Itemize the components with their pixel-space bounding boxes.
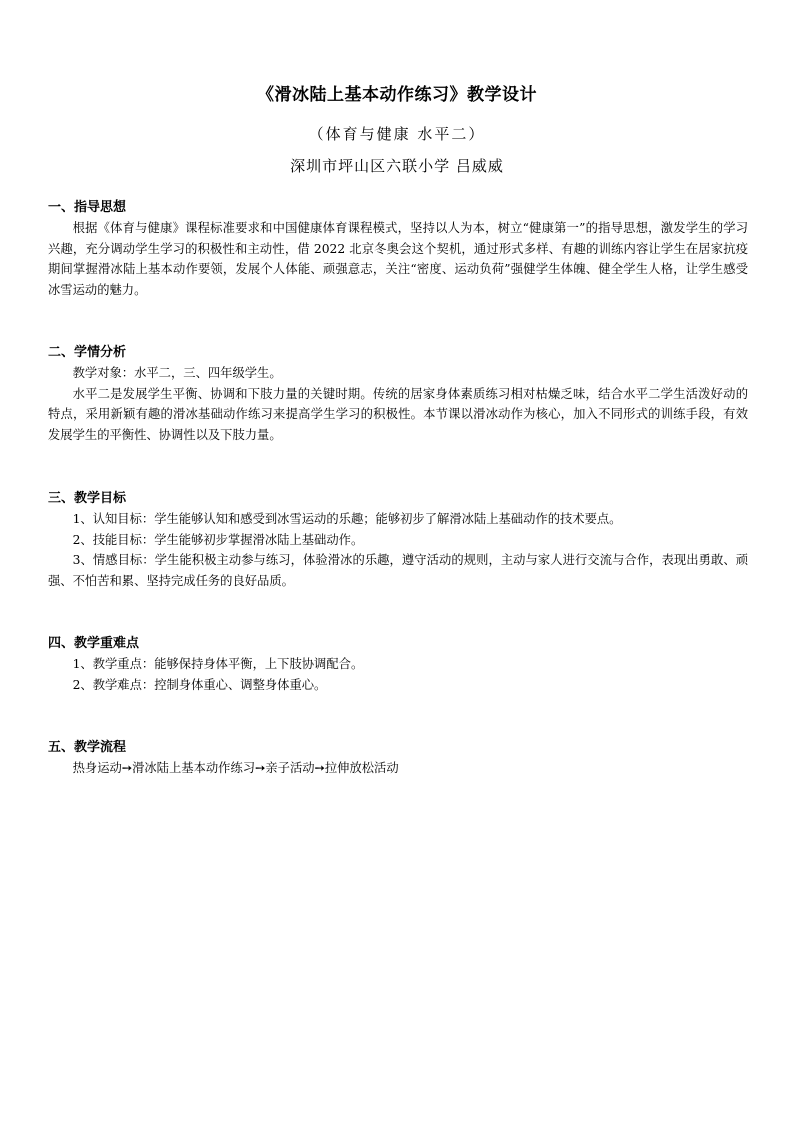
paragraph-line: 1、认知目标：学生能够认知和感受到冰雪运动的乐趣；能够初步了解滑冰陆上基础动作的技术要点。 (72, 512, 622, 526)
paragraph: 水平二是发展学生平衡、协调和下肢力量的关键时期。传统的居家身体素质练习相对枯燥乏味，结合水平二学生活泼好动的特点，采用新颖有趣的滑冰基础动作练习来提高学生学习的积极性。本节课以滑冰动作为核心，加入不同形式的训练手段，有效发展学生的平衡性、协调性以及下肢力量。 (48, 386, 748, 442)
paragraph-line: 热身运动➙滑冰陆上基本动作练习➙亲子活动➙拉伸放松活动 (72, 761, 399, 775)
paragraph-line: 1、教学重点：能够保持身体平衡，上下肢协调配合。 (72, 657, 364, 671)
section-heading: 四、教学重难点 (48, 636, 140, 651)
paragraph: 根据《体育与健康》课程标准要求和中国健康体育课程模式，坚持以人为本，树立“健康第一”的指导思想，激发学生的学习兴趣，充分调动学生学习的积极性和主动性，借 2022 北京冬奥会这个契机，通过形式多样、有趣的训练内容让学生在居家抗疫期间掌握滑冰陆上基本动作要领，发展个人体能、顽强意志，关注“密度、运动负荷”强健学生体魄、健全学生人格，让学生感受冰雪运动的魅力。 (48, 221, 748, 297)
section-key-difficult-points (48, 634, 748, 695)
section-heading: 三、教学目标 (48, 491, 127, 506)
section-heading: 一、指导思想 (48, 200, 127, 215)
document-author: 深圳市坪山区六联小学 吕威威 (290, 157, 504, 175)
paragraph: 3、情感目标：学生能积极主动参与练习，体验滑冰的乐趣，遵守活动的规则，主动与家人进行交流与合作，表现出勇敢、顽强、不怕苦和累、坚持完成任务的良好品质。 (48, 553, 748, 588)
section-guiding-thought (48, 198, 748, 300)
section-student-analysis (48, 343, 748, 445)
section-heading: 二、学情分析 (48, 345, 127, 360)
document-subtitle: （体育与健康 水平二） (308, 125, 486, 143)
paragraph-line: 2、技能目标：学生能够初步掌握滑冰陆上基础动作。 (72, 532, 364, 547)
section-heading: 五、教学流程 (48, 740, 127, 755)
paragraph-line: 教学对象：水平二，三、四年级学生。 (72, 366, 282, 380)
section-teaching-goals (48, 489, 748, 591)
document-title: 《滑冰陆上基本动作练习》教学设计 (257, 85, 537, 105)
paragraph-line: 2、教学难点：控制身体重心、调整身体重心。 (72, 677, 327, 692)
section-teaching-process (48, 738, 748, 779)
